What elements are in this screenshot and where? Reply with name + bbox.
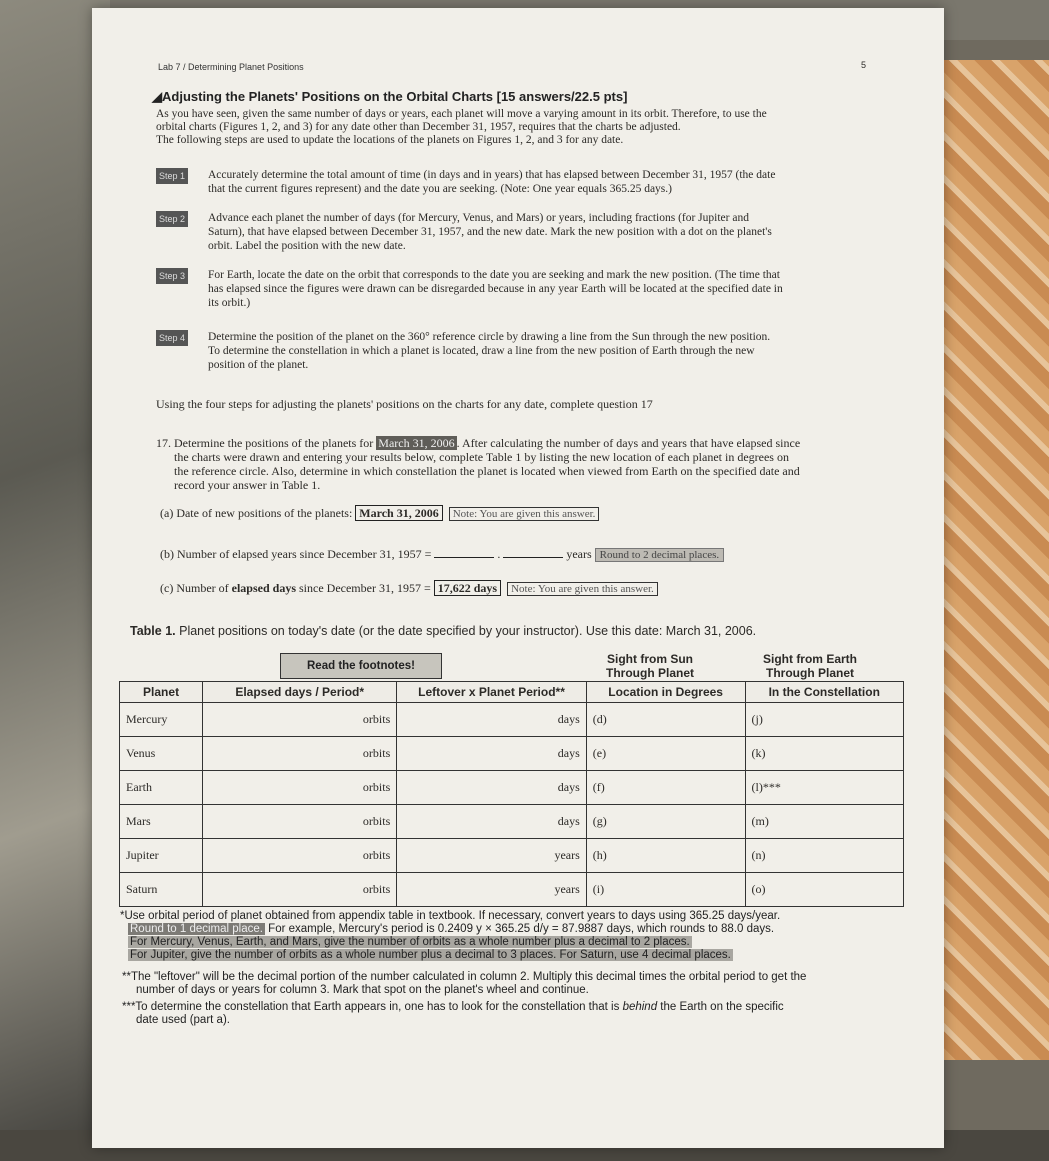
- footnote-line: [120, 936, 920, 949]
- part-c: [160, 581, 658, 596]
- heading-line: Through Planet: [766, 666, 854, 680]
- elapsed-cell[interactable]: orbits: [203, 771, 397, 805]
- years-whole-input[interactable]: [434, 546, 494, 558]
- footnote-text: the Earth on the specific: [657, 1001, 784, 1013]
- footnote-line: **The "leftover" will be the decimal portion of the number calculated in column 2. Multiply this decimal times the orbital period to get the: [122, 971, 807, 983]
- step-1: [156, 168, 936, 195]
- part-c-label-bold: elapsed days: [231, 581, 296, 595]
- table-row: [120, 839, 904, 873]
- elapsed-cell[interactable]: orbits: [203, 737, 397, 771]
- location-cell[interactable]: (g): [586, 805, 745, 839]
- triangle-icon: ◢: [152, 89, 162, 104]
- question-line: record your answer in Table 1.: [174, 478, 321, 492]
- intro-line: As you have seen, given the same number of days or years, each planet will move a varying amount in its orbit. Therefore, to use the: [156, 108, 767, 120]
- step-label: Step 4: [156, 330, 188, 346]
- step-line: has elapsed since the figures were drawn can be disregarded because in any year Earth will be located at the specified date in: [208, 283, 783, 295]
- heading-line: Through Planet: [606, 666, 694, 680]
- step-line: Saturn), that have elapsed between December 31, 1957, and the new date. Mark the new position with a dot on the planet's: [208, 226, 772, 238]
- elapsed-cell[interactable]: orbits: [203, 805, 397, 839]
- step-3: [156, 268, 936, 309]
- column-header: In the Constellation: [745, 682, 904, 703]
- part-a-note: Note: You are given this answer.: [449, 507, 600, 521]
- part-c-answer: 17,622 days: [434, 580, 501, 596]
- part-a: [160, 506, 599, 521]
- elapsed-cell[interactable]: orbits: [203, 873, 397, 907]
- heading-line: Sight from Sun: [607, 652, 693, 666]
- using-instructions: Using the four steps for adjusting the planets' positions on the charts for any date, complete question 17: [156, 397, 653, 411]
- background-right: [939, 60, 1049, 1060]
- table-row: [120, 737, 904, 771]
- step-line: orbit. Label the position with the new date.: [208, 240, 406, 252]
- footnote-line: [120, 923, 920, 936]
- lab-header: Lab 7 / Determining Planet Positions: [158, 62, 304, 72]
- step-4: [156, 330, 936, 371]
- planet-cell: Saturn: [120, 873, 203, 907]
- read-footnotes-label: Read the footnotes!: [280, 653, 442, 679]
- table-row: [120, 703, 904, 737]
- intro-line: orbital charts (Figures 1, 2, and 3) for any date other than December 31, 1957, requires that the charts be adjusted.: [156, 121, 681, 133]
- planet-cell: Mercury: [120, 703, 203, 737]
- constellation-cell[interactable]: (m): [745, 805, 904, 839]
- footnote-text: ***To determine the constellation that Earth appears in, one has to look for the constellation that is: [122, 1001, 623, 1013]
- table-row: [120, 771, 904, 805]
- leftover-cell[interactable]: years: [397, 873, 587, 907]
- step-text: [208, 168, 848, 196]
- location-cell[interactable]: (f): [586, 771, 745, 805]
- leftover-cell[interactable]: days: [397, 703, 587, 737]
- planet-cell: Mars: [120, 805, 203, 839]
- footnote-highlight: For Mercury, Venus, Earth, and Mars, give the number of orbits as a whole number plus a decimal to 2 places.: [130, 936, 690, 948]
- table-title: [130, 624, 756, 638]
- footnote-line: date used (part a).: [136, 1014, 230, 1026]
- footnote-line: [122, 1001, 922, 1014]
- step-label: Step 2: [156, 211, 188, 227]
- step-2: [156, 211, 936, 252]
- part-c-label: since December 31, 1957 =: [299, 581, 431, 595]
- footnote-text: For example, Mercury's period is 0.2409 y × 365.25 d/y = 87.9887 days, which rounds to 88.0 days.: [264, 923, 775, 935]
- section-title-text: Adjusting the Planets' Positions on the Orbital Charts [15 answers/22.5 pts]: [162, 89, 628, 104]
- leftover-cell[interactable]: years: [397, 839, 587, 873]
- heading-line: Sight from Earth: [762, 652, 857, 666]
- step-text: [208, 268, 848, 310]
- column-header: Elapsed days / Period*: [203, 682, 397, 703]
- step-line: To determine the constellation in which a planet is located, draw a line from the new position of Earth through the new: [208, 345, 755, 357]
- leftover-cell[interactable]: days: [397, 737, 587, 771]
- constellation-cell[interactable]: (n): [745, 839, 904, 873]
- part-b: [160, 546, 724, 562]
- question-line: the reference circle. Also, determine in which constellation the planet is located when viewed from Earth on the specified date and: [174, 464, 800, 478]
- step-label: Step 1: [156, 168, 188, 184]
- question-text: . After calculating the number of days and years that have elapsed since: [456, 436, 801, 450]
- location-cell[interactable]: (d): [586, 703, 745, 737]
- step-line: position of the planet.: [208, 359, 309, 371]
- column-header: Planet: [120, 682, 203, 703]
- footnote-emphasis: behind: [622, 1001, 658, 1013]
- elapsed-cell[interactable]: orbits: [203, 703, 397, 737]
- step-line: For Earth, locate the date on the orbit that corresponds to the date you are seeking and mark the new position. (The time that: [208, 269, 780, 281]
- planet-positions-table: [119, 681, 904, 907]
- table-title-text: Planet positions on today's date (or the date specified by your instructor). Use this date: March 31, 2006.: [179, 624, 757, 638]
- worksheet-page: [92, 8, 944, 1148]
- step-line: Accurately determine the total amount of time (in days and in years) that has elapsed between December 31, 1957 (the date: [208, 169, 776, 181]
- constellation-cell[interactable]: (l)***: [745, 771, 904, 805]
- planet-cell: Venus: [120, 737, 203, 771]
- step-label: Step 3: [156, 268, 188, 284]
- question-text: Determine the positions of the planets for: [174, 436, 374, 450]
- footnote-line: number of days or years for column 3. Mark that spot on the planet's wheel and continue.: [136, 984, 589, 996]
- years-unit: years: [566, 547, 592, 561]
- part-a-label: (a) Date of new positions of the planets:: [160, 506, 353, 520]
- decimal-point: .: [497, 547, 501, 561]
- location-cell[interactable]: (i): [586, 873, 745, 907]
- intro-line: The following steps are used to update the locations of the planets on Figures 1, 2, and 3 for any date.: [156, 134, 624, 146]
- intro-paragraph: [156, 108, 936, 147]
- constellation-cell[interactable]: (k): [745, 737, 904, 771]
- question-line: [174, 436, 944, 450]
- footnote-highlight: Round to 1 decimal place.: [130, 923, 263, 935]
- leftover-cell[interactable]: days: [397, 771, 587, 805]
- highlighted-date: March 31, 2006: [378, 436, 455, 450]
- step-line: Determine the position of the planet on the 360° reference circle by drawing a line from the Sun through the new position.: [208, 331, 771, 343]
- page-number: 5: [860, 60, 866, 70]
- footnote-1: [120, 910, 920, 962]
- question-number: 17.: [156, 436, 171, 450]
- constellation-cell[interactable]: (j): [745, 703, 904, 737]
- sun-column-heading: [570, 652, 730, 680]
- question-body: [174, 436, 944, 492]
- question-line: the charts were drawn and entering your results below, complete Table 1 by listing the new location of each planet in degrees on: [174, 450, 789, 464]
- step-line: that the current figures represent) and the date you are seeking. (Note: One year equals 365.25 days.): [208, 183, 672, 195]
- footnote-line: [120, 949, 920, 962]
- elapsed-cell[interactable]: orbits: [203, 839, 397, 873]
- section-title: [152, 89, 627, 105]
- footnote-3: [122, 1001, 922, 1027]
- location-cell[interactable]: (h): [586, 839, 745, 873]
- column-header: Leftover x Planet Period**: [397, 682, 587, 703]
- part-c-note: Note: You are given this answer.: [507, 582, 658, 596]
- table-row: [120, 805, 904, 839]
- footnote-line: *Use orbital period of planet obtained from appendix table in textbook. If necessary, convert years to days using 365.25 days/year.: [120, 910, 781, 922]
- planet-cell: Earth: [120, 771, 203, 805]
- step-text: [208, 330, 848, 372]
- step-line: Advance each planet the number of days (for Mercury, Venus, and Mars) or years, including fractions (for Jupiter and: [208, 212, 749, 224]
- location-cell[interactable]: (e): [586, 737, 745, 771]
- table-header-row: [120, 682, 904, 703]
- table-row: [120, 873, 904, 907]
- years-decimal-input[interactable]: [503, 546, 563, 558]
- leftover-cell[interactable]: days: [397, 805, 587, 839]
- footnote-2: [122, 971, 922, 997]
- part-b-label: (b) Number of elapsed years since December 31, 1957 =: [160, 547, 432, 561]
- step-line: its orbit.): [208, 297, 251, 309]
- step-text: [208, 211, 848, 253]
- part-c-label: (c) Number of: [160, 581, 229, 595]
- constellation-cell[interactable]: (o): [745, 873, 904, 907]
- table-title-bold: Table 1.: [130, 624, 176, 638]
- question-17: [156, 436, 936, 492]
- column-header: Location in Degrees: [586, 682, 745, 703]
- earth-column-heading: [730, 652, 890, 680]
- footnote-highlight: For Jupiter, give the number of orbits as a whole number plus a decimal to 3 places. For Saturn, use 4 decimal places.: [130, 949, 731, 961]
- planet-cell: Jupiter: [120, 839, 203, 873]
- part-a-answer: March 31, 2006: [355, 505, 442, 521]
- part-b-note: Round to 2 decimal places.: [595, 548, 724, 562]
